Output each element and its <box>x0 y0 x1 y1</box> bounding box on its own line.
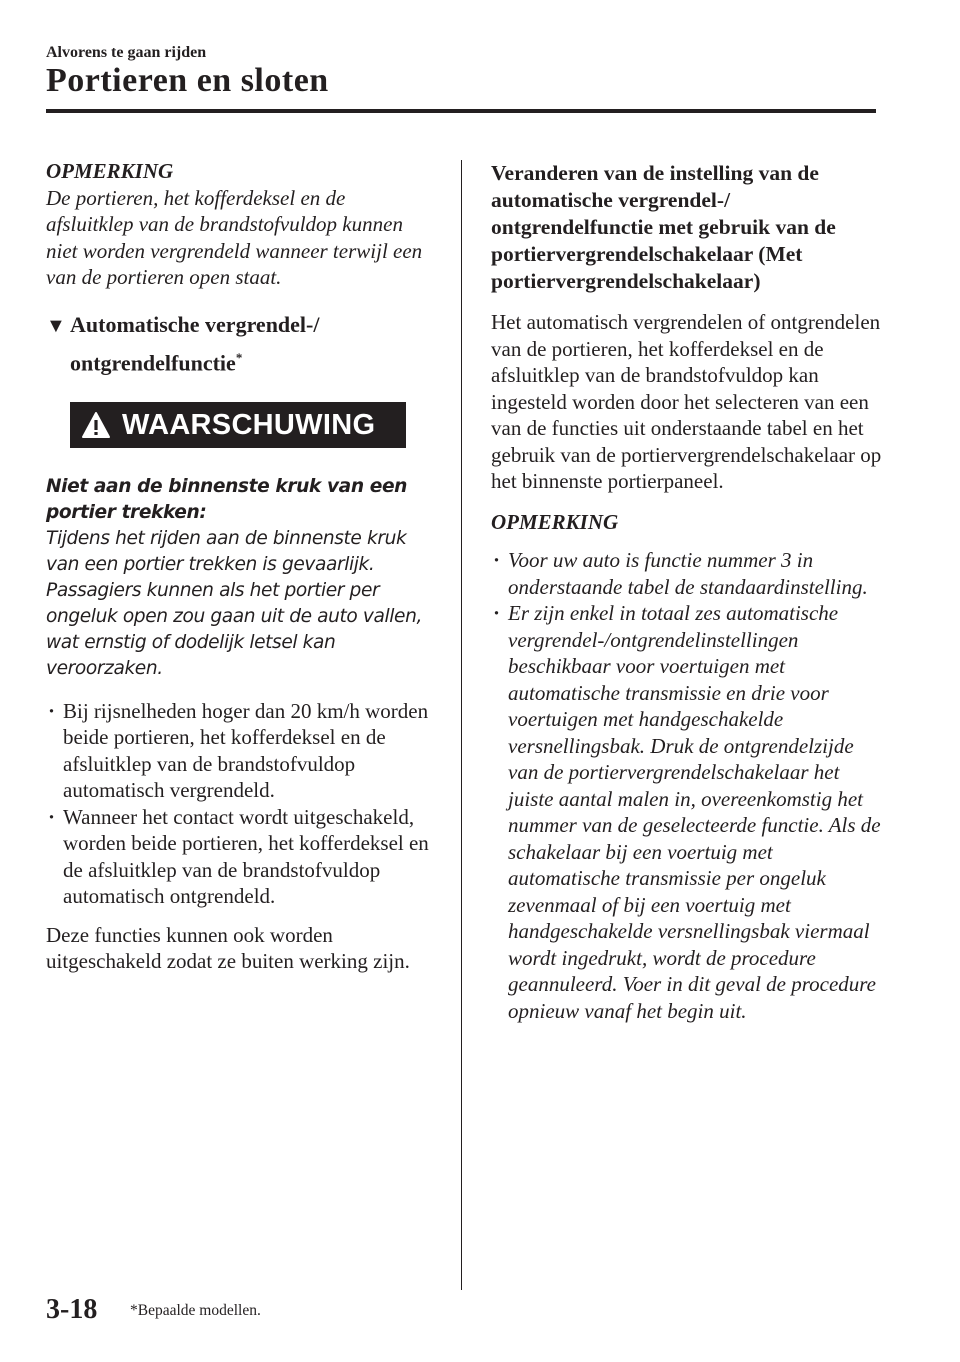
right-column <box>491 160 883 1024</box>
warning-triangle-icon <box>70 411 122 439</box>
warning-banner <box>70 402 406 448</box>
bullet-list <box>46 698 438 910</box>
warning-text <box>46 474 438 682</box>
list-item: · Bij rijsnelheden hoger dan 20 km/h worden beide portieren, het kofferdeksel en de afsluitklep van de brandstofvuldop automatisch vergrendeld. <box>46 698 438 804</box>
warning-title: Niet aan de binnenste kruk van een portier trekken: <box>46 475 407 523</box>
left-column <box>46 158 438 975</box>
list-item: · Voor uw auto is functie nummer 3 in onderstaande tabel de standaardinstelling. <box>491 547 883 600</box>
note-heading: OPMERKING <box>491 509 619 534</box>
page-title: Portieren en sloten <box>46 62 329 99</box>
right-body: Het automatisch vergrendelen of ontgrendelen van de portieren, het kofferdeksel en de afsluitklep van de brandstofvuldop kan ingesteld worden door het selecteren van een van de functies uit onderstaande tabel en het gebruik van de portiervergrendelschakelaar op het binnenste portierpaneel. <box>491 310 882 493</box>
sub-heading-text: Automatische vergrendel-/ ontgrendelfunctie <box>70 311 320 375</box>
list-item: · Er zijn enkel in totaal zes automatische vergrendel-/ontgrendelinstellingen beschikbaar voor voertuigen met automatische transmissie en drie voor voertuigen met handgeschakelde versnellingsbak. Druk de ontgrendelzijde van de portiervergrendelschakelaar het juiste aantal malen in, overeenkomstig het nummer van de geselecteerde functie. Als de schakelaar bij een voertuig met automatische transmissie per ongeluk zevenmaal of bij een voertuig met handgeschakelde versnellingsbak viermaal wordt ingedrukt, wordt de procedure geannuleerd. Voer in dit geval de procedure opnieuw vanaf het begin uit. <box>491 600 883 1024</box>
column-divider <box>461 160 462 1290</box>
section-label: Alvorens te gaan rijden <box>46 44 207 61</box>
footnote: *Bepaalde modellen. <box>130 1302 261 1319</box>
list-item: · Wanneer het contact wordt uitgeschakeld, worden beide portieren, het kofferdeksel en de afsluitklep van de brandstofvuldop automatisch ontgrendeld. <box>46 804 438 910</box>
title-rule <box>46 109 876 113</box>
footnote-marker: * <box>235 349 243 365</box>
closing-paragraph: Deze functies kunnen ook worden uitgeschakeld zodat ze buiten werking zijn. <box>46 922 410 974</box>
note-bullet-list <box>491 547 883 1024</box>
note-heading: OPMERKING <box>46 159 174 183</box>
note-text: De portieren, het kofferdeksel en de afsluitklep van de brandstofvuldop kunnen niet worden vergrendeld wanneer terwijl een van de portieren open staat. <box>46 185 423 289</box>
warning-body: Tijdens het rijden aan de binnenste kruk van een portier trekken is gevaarlijk. Passagiers kunnen als het portier per ongeluk open zou gaan uit de auto vallen, wat ernstig of dodelijk letsel kan veroorzaken. <box>46 527 422 679</box>
warning-label: WAARSCHUWING <box>122 408 376 441</box>
triangle-down-icon: ▼ <box>46 314 66 337</box>
sub-heading <box>46 309 438 378</box>
page-number: 3-18 <box>46 1294 98 1325</box>
right-heading: Veranderen van de instelling van de automatische vergrendel-/ ontgrendelfunctie met gebruik van de portiervergrendelschakelaar (Met portiervergrendelschakelaar) <box>491 161 836 293</box>
